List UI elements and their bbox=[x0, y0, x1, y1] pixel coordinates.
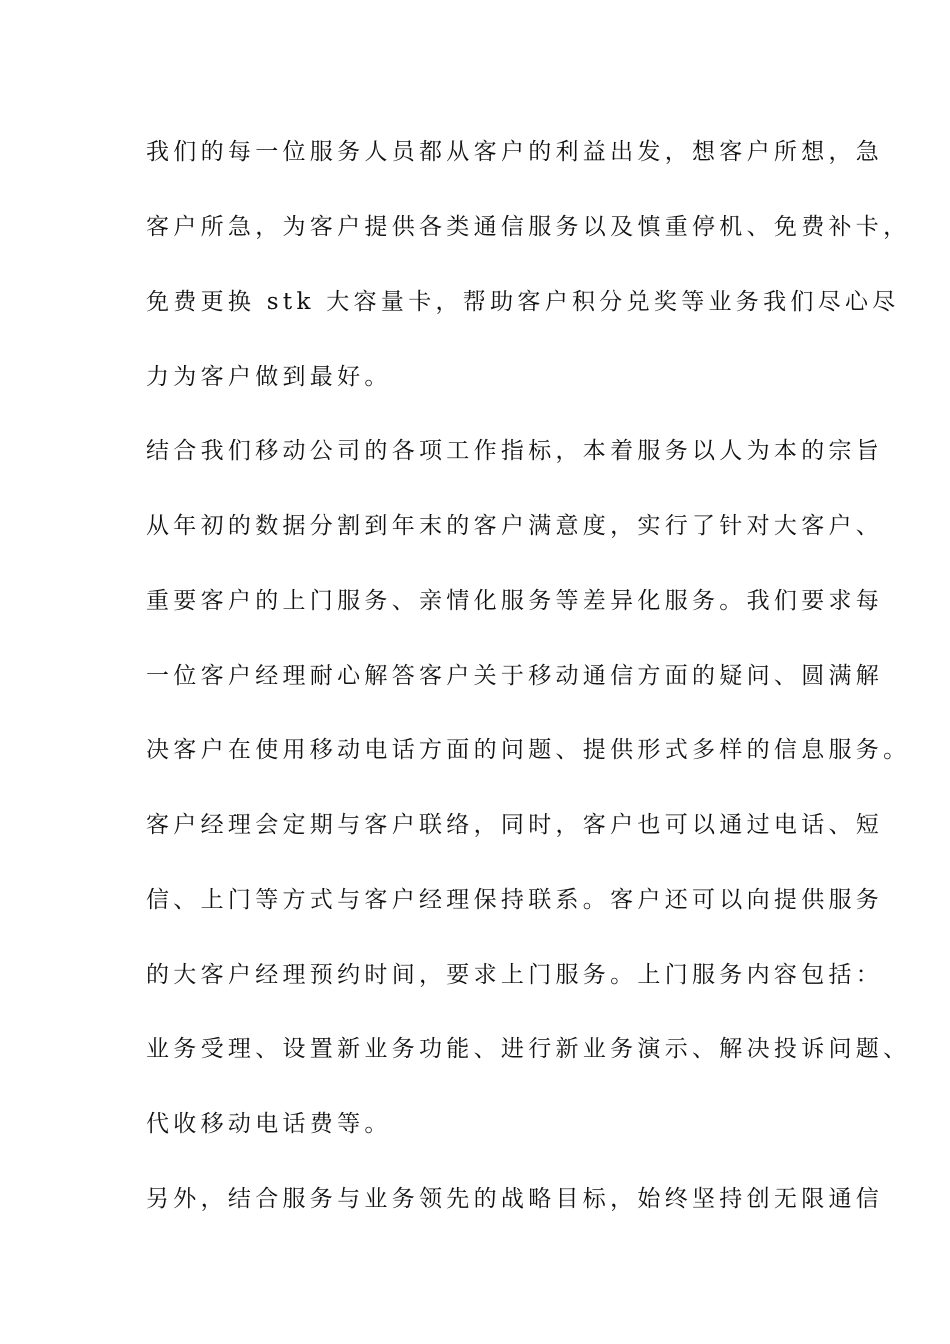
text-line: 代收移动电话费等。 bbox=[146, 1111, 392, 1137]
text-line: 客户经理会定期与客户联络，同时，客户也可以通过电话、短 bbox=[146, 812, 884, 838]
text-line: 业务受理、设置新业务功能、进行新业务演示、解决投诉问题、 bbox=[146, 1036, 911, 1062]
text-line: 重要客户的上门服务、亲情化服务等差异化服务。我们要求每 bbox=[146, 588, 884, 614]
text-line: 决客户在使用移动电话方面的问题、提供形式多样的信息服务。 bbox=[146, 737, 911, 763]
text-line: 客户所急，为客户提供各类通信服务以及慎重停机、免费补卡， bbox=[146, 214, 911, 240]
text-line: 免费更换 stk 大容量卡，帮助客户积分兑奖等业务我们尽心尽 bbox=[146, 289, 900, 315]
text-line: 信、上门等方式与客户经理保持联系。客户还可以向提供服务 bbox=[146, 887, 884, 913]
text-line: 结合我们移动公司的各项工作指标，本着服务以人为本的宗旨 bbox=[146, 438, 884, 464]
text-line: 力为客户做到最好。 bbox=[146, 364, 392, 390]
text-line: 从年初的数据分割到年末的客户满意度，实行了针对大客户、 bbox=[146, 513, 884, 539]
text-line: 另外，结合服务与业务领先的战略目标，始终坚持创无限通信 bbox=[146, 1186, 884, 1212]
text-line: 的大客户经理预约时间，要求上门服务。上门服务内容包括： bbox=[146, 962, 884, 988]
text-line: 我们的每一位服务人员都从客户的利益出发，想客户所想，急 bbox=[146, 139, 884, 165]
text-line: 一位客户经理耐心解答客户关于移动通信方面的疑问、圆满解 bbox=[146, 663, 884, 689]
